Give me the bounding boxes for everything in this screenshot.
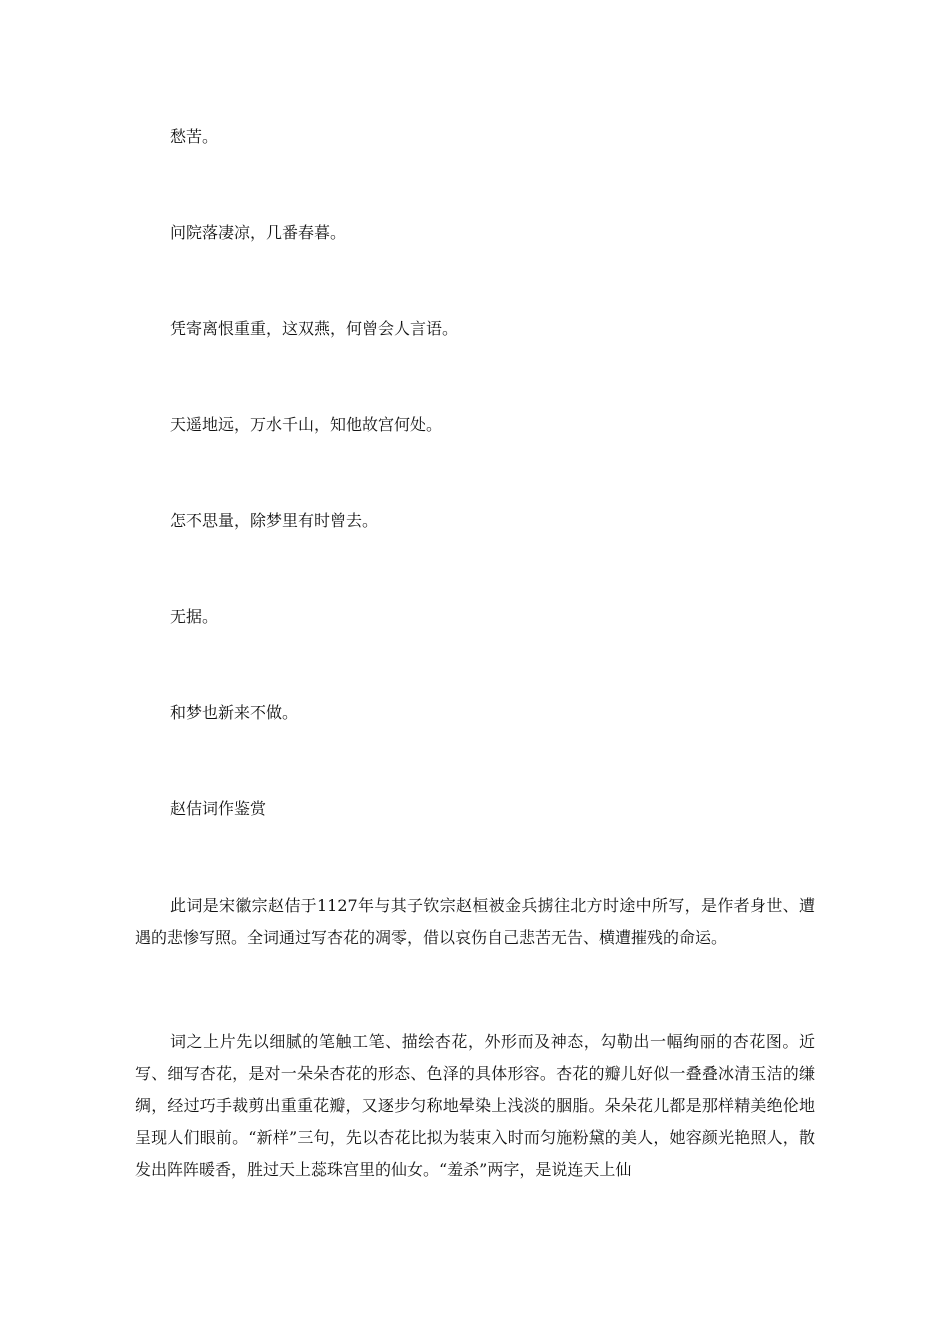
body-paragraph: 词之上片先以细腻的笔触工笔、描绘杏花，外形而及神态，勾勒出一幅绚丽的杏花图。近写、细写杏花，是对一朵朵杏花的形态、色泽的具体形容。杏花的瓣儿好似一叠叠冰清玉洁的缣绸，经过巧手裁剪出重重花瓣，又逐步匀称地晕染上浅淡的胭脂。朵朵花儿都是那样精美绝伦地呈现人们眼前。“新样”三句，先以杏花比拟为装束入时而匀施粉黛的美人，她容颜光艳照人，散发出阵阵暖香，胜过天上蕊珠宫里的仙女。“羞杀”两字，是说连天上仙 [135,1032,815,1179]
body-paragraph: 此词是宋徽宗赵佶于1127年与其子钦宗赵桓被金兵掳往北方时途中所写，是作者身世、遭遇的悲惨写照。全词通过写杏花的凋零，借以哀伤自己悲苦无告、横遭摧残的命运。 [135,896,815,947]
section-title: 赵佶词作鉴赏 [170,799,267,818]
poem-line: 凭寄离恨重重，这双燕，何曾会人言语。 [170,319,459,338]
poem-line: 和梦也新来不做。 [170,703,299,722]
poem-line: 问院落凄凉，几番春暮。 [170,223,347,242]
poem-line: 愁苦。 [170,127,219,146]
poem-line: 天遥地远，万水千山，知他故宫何处。 [170,415,443,434]
poem-line: 怎不思量，除梦里有时曾去。 [170,511,379,530]
poem-line: 无据。 [170,607,219,626]
